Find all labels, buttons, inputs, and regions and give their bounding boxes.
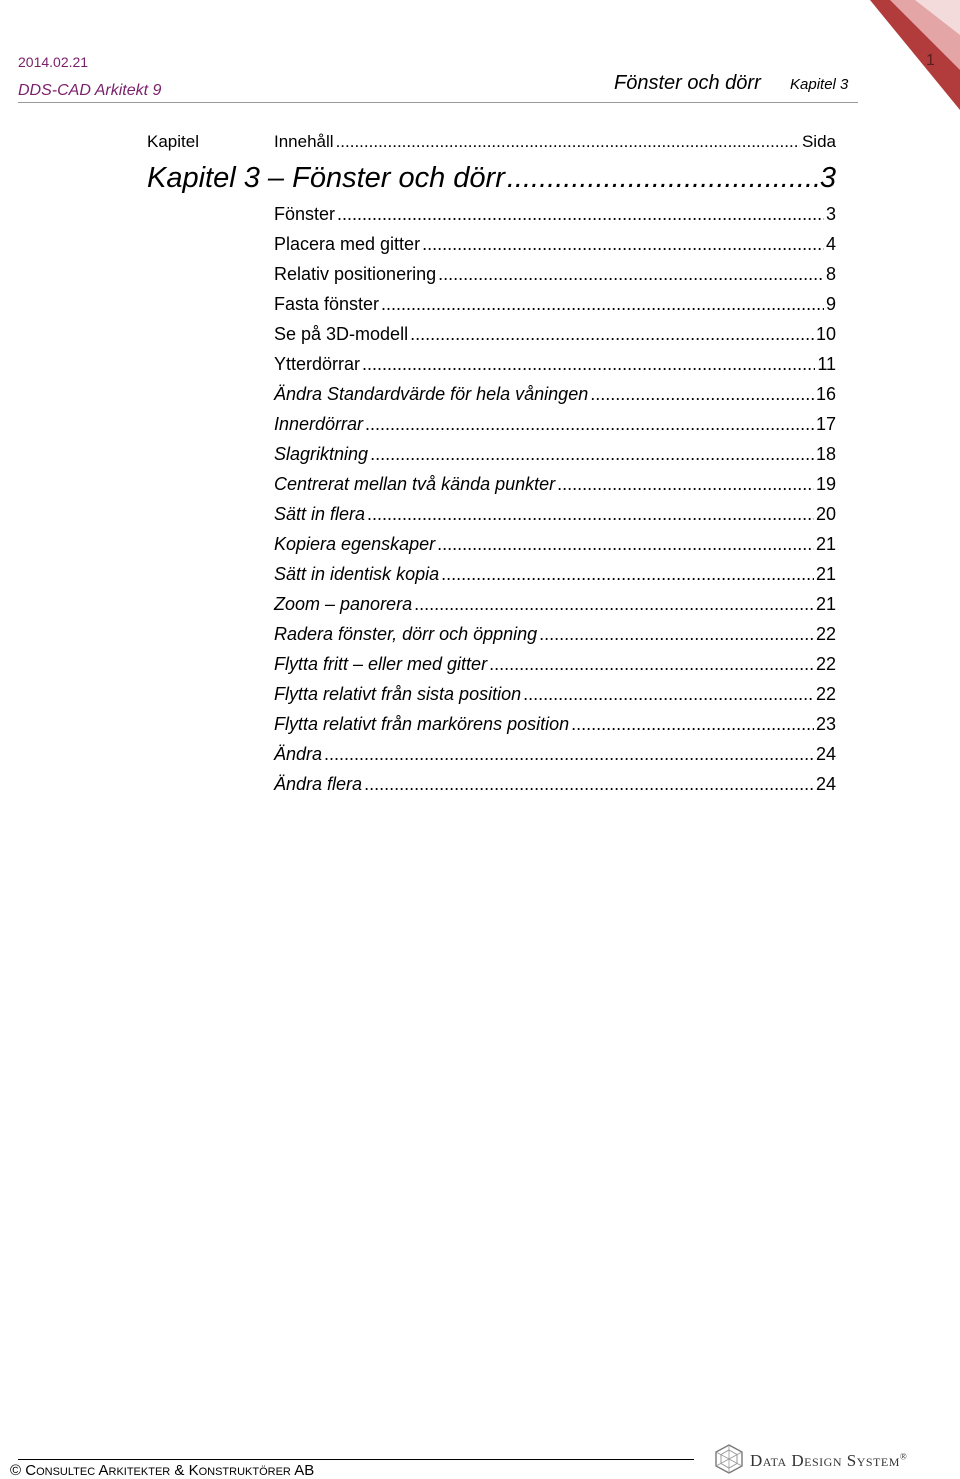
toc-chapter-entry[interactable] bbox=[147, 162, 836, 195]
toc-entry[interactable] bbox=[274, 594, 836, 615]
toc-entry[interactable] bbox=[274, 414, 836, 435]
footer-copyright bbox=[10, 1462, 314, 1479]
toc-entry-page: 9 bbox=[825, 294, 836, 314]
toc-entry-page: 21 bbox=[815, 534, 836, 554]
toc-entry-title: Relativ positionering bbox=[274, 264, 437, 284]
toc-entry[interactable] bbox=[274, 354, 836, 375]
page-corner-decoration bbox=[870, 0, 960, 110]
toc-entry[interactable] bbox=[274, 714, 836, 735]
toc-entry-page: 21 bbox=[815, 594, 836, 614]
toc-entry-title: Placera med gitter bbox=[274, 234, 421, 254]
toc-entry-page: 19 bbox=[815, 474, 836, 494]
toc-entry[interactable] bbox=[274, 744, 836, 765]
toc-entry[interactable] bbox=[274, 474, 836, 495]
footer-rule bbox=[18, 1459, 694, 1460]
footer-company: Consultec Arkitekter & Konstruktörer AB bbox=[25, 1462, 315, 1479]
toc-entry[interactable] bbox=[274, 204, 836, 225]
toc-entry[interactable] bbox=[274, 534, 836, 555]
toc-entry-title: Ytterdörrar bbox=[274, 354, 361, 374]
toc-entry-page: 20 bbox=[815, 504, 836, 524]
toc-entry[interactable] bbox=[274, 774, 836, 795]
toc-entry-page: 18 bbox=[815, 444, 836, 464]
toc-entry-page: 16 bbox=[815, 384, 836, 404]
toc-col-content-row bbox=[274, 132, 836, 152]
toc-entry-page: 22 bbox=[815, 624, 836, 644]
toc-col-chapter: Kapitel bbox=[147, 132, 199, 151]
toc-entry-title: Kopiera egenskaper bbox=[274, 534, 436, 554]
toc-entry-page: 22 bbox=[815, 654, 836, 674]
copyright-icon: © bbox=[10, 1462, 22, 1479]
toc-entry[interactable] bbox=[274, 234, 836, 255]
toc-entry-page: 4 bbox=[825, 234, 836, 254]
header-product: DDS-CAD Arkitekt 9 bbox=[18, 82, 162, 99]
toc-entry-title: Zoom – panorera bbox=[274, 594, 413, 614]
toc-entry[interactable] bbox=[274, 444, 836, 465]
toc-entry-title: Innerdörrar bbox=[274, 414, 364, 434]
toc-entry-page: 17 bbox=[815, 414, 836, 434]
toc-entry[interactable] bbox=[274, 564, 836, 585]
header-rule bbox=[18, 102, 858, 103]
toc-entry-title: Fasta fönster bbox=[274, 294, 380, 314]
toc-entry[interactable] bbox=[274, 384, 836, 405]
footer-logo-text: Data Design System® bbox=[750, 1451, 908, 1470]
toc-entry-title: Ändra bbox=[274, 744, 323, 764]
toc-entry-title: Fönster bbox=[274, 204, 336, 224]
toc-entry-title: Centrerat mellan två kända punkter bbox=[274, 474, 556, 494]
toc-entry-page: 23 bbox=[815, 714, 836, 734]
toc-entry-page: 21 bbox=[815, 564, 836, 584]
toc-entry-title: Ändra flera bbox=[274, 774, 363, 794]
company-logo-icon bbox=[714, 1444, 744, 1474]
toc-entry[interactable] bbox=[274, 324, 836, 345]
toc-entry-page: 11 bbox=[817, 354, 836, 374]
toc-entry-title: Flytta fritt – eller med gitter bbox=[274, 654, 488, 674]
toc-col-page: Sida bbox=[801, 132, 836, 151]
toc-chapter-title: Kapitel 3 – Fönster och dörr bbox=[147, 162, 505, 194]
page-number: 1 bbox=[926, 52, 935, 69]
toc-entry-title: Slagriktning bbox=[274, 444, 369, 464]
toc-entry[interactable] bbox=[274, 654, 836, 675]
toc-entry-title: Ändra Standardvärde för hela våningen bbox=[274, 384, 589, 404]
header-doc-title: Fönster och dörr bbox=[614, 72, 761, 94]
toc-entry-page: 8 bbox=[825, 264, 836, 284]
toc-entry-page: 24 bbox=[815, 744, 836, 764]
toc-entry-title: Sätt in identisk kopia bbox=[274, 564, 440, 584]
toc-entry[interactable] bbox=[274, 624, 836, 645]
toc-chapter-page: 3 bbox=[819, 162, 836, 194]
toc-entry-title: Flytta relativt från sista position bbox=[274, 684, 522, 704]
toc-entry[interactable] bbox=[274, 504, 836, 525]
toc-entry[interactable] bbox=[274, 294, 836, 315]
toc-entry-page: 24 bbox=[815, 774, 836, 794]
toc-entry[interactable] bbox=[274, 264, 836, 285]
toc-entry[interactable] bbox=[274, 684, 836, 705]
header-chapter-label: Kapitel 3 bbox=[790, 76, 849, 93]
toc-entry-title: Radera fönster, dörr och öppning bbox=[274, 624, 538, 644]
toc-entry-title: Flytta relativt från markörens position bbox=[274, 714, 570, 734]
toc-entry-page: 10 bbox=[815, 324, 836, 344]
toc-entry-title: Sätt in flera bbox=[274, 504, 366, 524]
toc-entry-title: Se på 3D-modell bbox=[274, 324, 409, 344]
toc-entry-page: 22 bbox=[815, 684, 836, 704]
header-date: 2014.02.21 bbox=[18, 54, 89, 70]
toc-col-content: Innehåll bbox=[274, 132, 334, 151]
toc-entry-page: 3 bbox=[825, 204, 836, 224]
